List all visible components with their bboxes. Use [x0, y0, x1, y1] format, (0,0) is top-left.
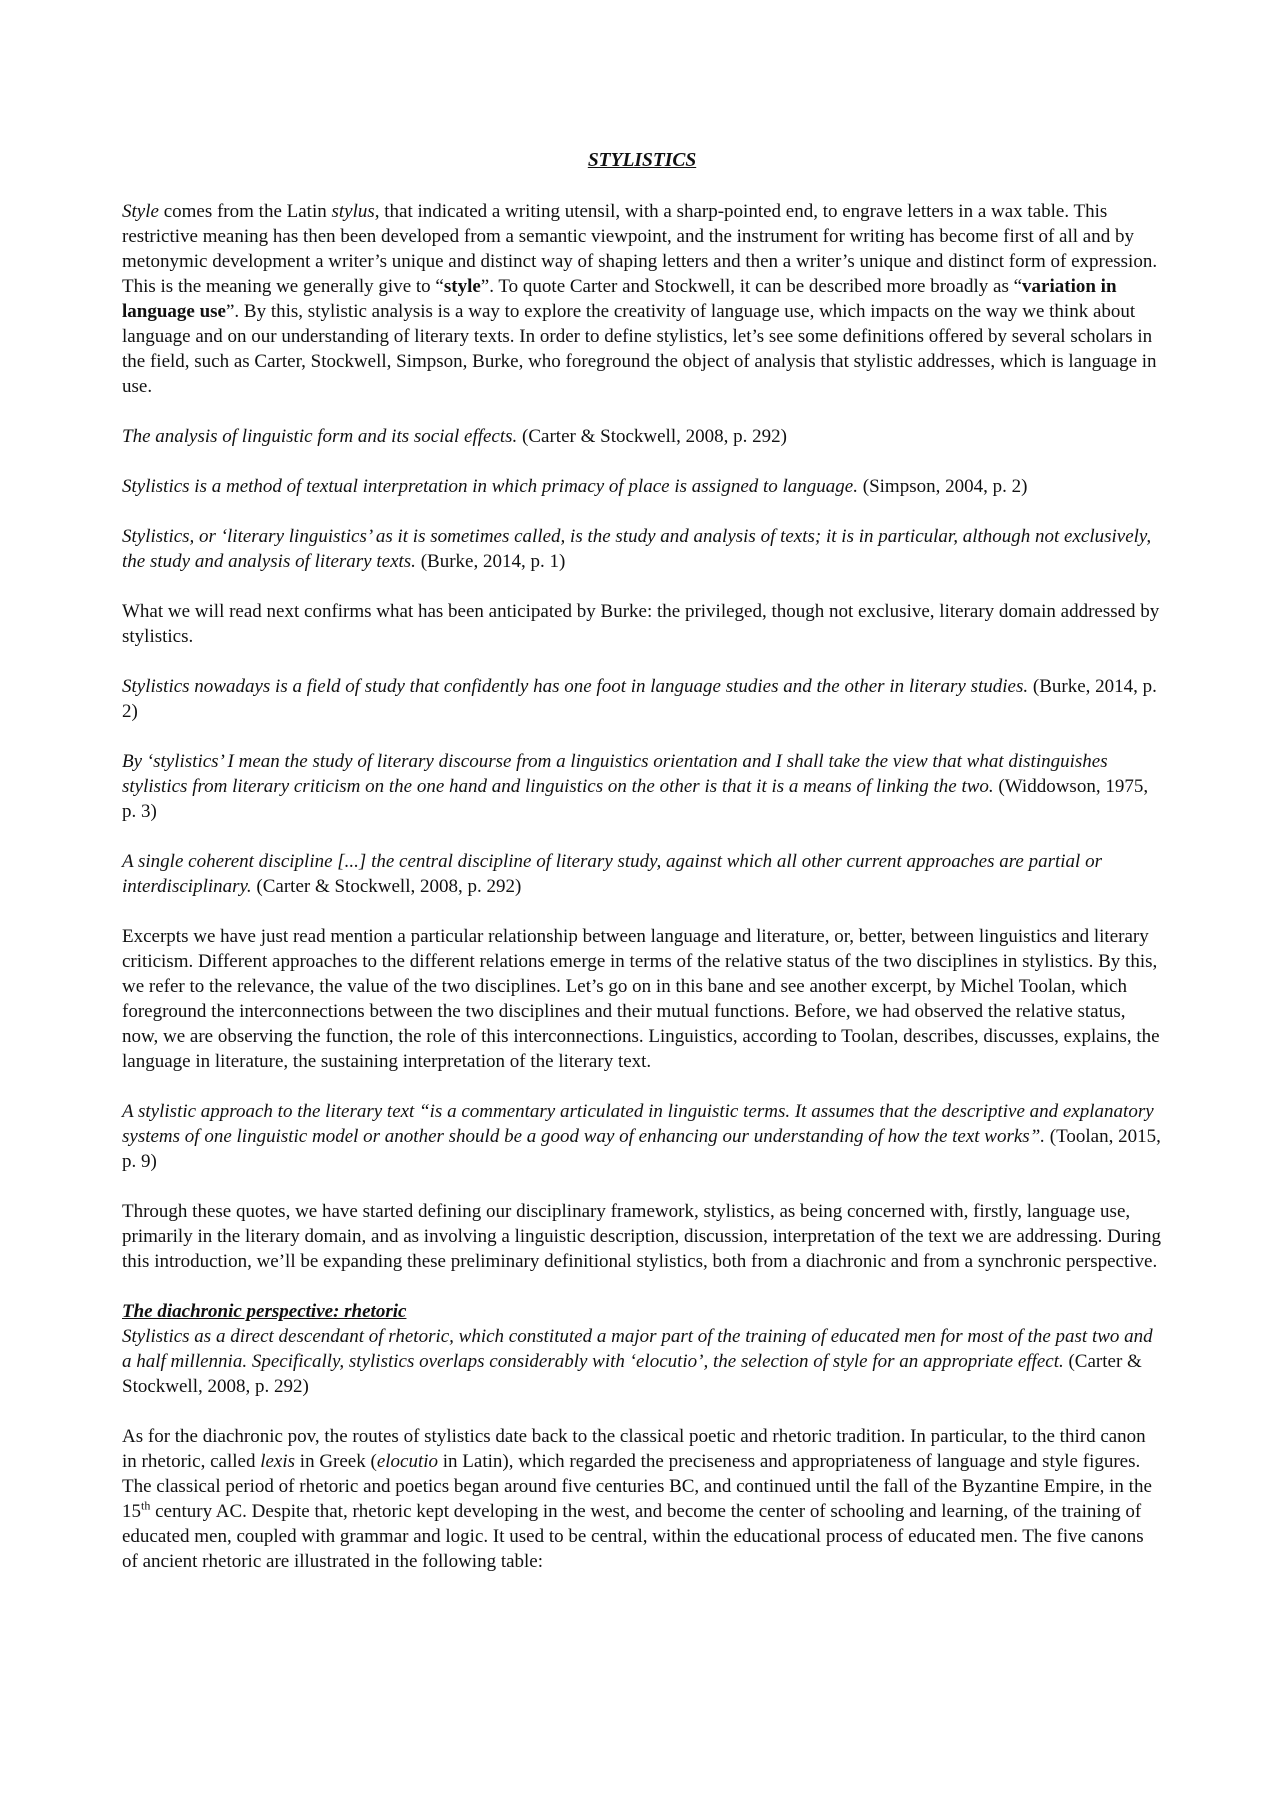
quote-carter-stockwell-2: [122, 849, 1162, 899]
quote-carter-stockwell-1: [122, 424, 1162, 449]
quote-text: Stylistics as a direct descendant of rhetoric, which constituted a major part of the training of educated men for most of the past two and a half millennia. Specifically, stylistics overlaps considerably with ‘elocutio’, the selection of style for an appropriate effect.: [122, 1326, 1153, 1372]
quote-citation: (Toolan, 2015, p. 9): [122, 1126, 1161, 1172]
quote-text: By ‘stylistics’ I mean the study of literary discourse from a linguistics orientation and I shall take the view that what distinguishes stylistics from literary criticism on the one hand and linguistics on the other is that it is a means of linking the two.: [122, 751, 1108, 797]
diachronic-text-3: in Latin), which regarded the preciseness and appropriateness of language and style figures. The classical period of rhetoric and poetics began around five centuries BC, and continued until the fall of the Byzantine Empire, in the 15: [122, 1451, 1152, 1522]
quote-burke-2: [122, 674, 1162, 724]
quote-simpson: [122, 474, 1162, 499]
quote-widdowson: [122, 749, 1162, 824]
intro-text-2: , that indicated a writing utensil, with a sharp-pointed end, to engrave letters in a wax table. This restrictive meaning has then been developed from a semantic viewpoint, and the instrument for writing has become first of all and by metonymic development a writer’s unique and distinct way of shaping letters and then a writer’s unique and distinct form of expression. This is the meaning we generally give to “: [122, 201, 1158, 297]
quote-text: The analysis of linguistic form and its social effects.: [122, 426, 518, 447]
body-paragraph-diachronic: [122, 1424, 1162, 1574]
intro-style-bold: style: [443, 276, 481, 297]
body-paragraph-framework: Through these quotes, we have started defining our disciplinary framework, stylistics, as being concerned with, firstly, language use, primarily in the literary domain, and as involving a linguistic description, discussion, interpretation of the text we are addressing. During this introduction, we’ll be expanding these preliminary definitional stylistics, both from a diachronic and from a synchronic perspective.: [122, 1201, 1161, 1272]
intro-text-3: ”. To quote Carter and Stockwell, it can be described more broadly as “: [480, 276, 1023, 297]
intro-stylus-term: stylus: [331, 201, 375, 222]
quote-citation: (Simpson, 2004, p. 2): [858, 476, 1028, 497]
quote-citation: (Burke, 2014, p. 1): [415, 551, 566, 572]
quote-toolan: [122, 1099, 1162, 1174]
quote-text: Stylistics, or ‘literary linguistics’ as it is sometimes called, is the study and analysis of texts; it is in particular, although not exclusively, the study and analysis of literary texts.: [122, 526, 1152, 572]
ordinal-suffix: th: [141, 1498, 151, 1513]
page-title: STYLISTICS: [587, 150, 697, 171]
lexis-term: lexis: [260, 1451, 296, 1472]
quote-burke-1: [122, 524, 1162, 574]
elocutio-term: elocutio: [376, 1451, 439, 1472]
quote-citation: (Burke, 2014, p. 2): [122, 676, 1157, 722]
intro-paragraph: [122, 199, 1162, 399]
intro-text-1: comes from the Latin: [158, 201, 332, 222]
diachronic-text-4: century AC. Despite that, rhetoric kept developing in the west, and become the center of schooling and learning, of the training of educated men, coupled with grammar and logic. It used to be central, within the educational process of educated men. The five canons of ancient rhetoric are illustrated in the following table:: [122, 1501, 1144, 1572]
intro-text-4: ”. By this, stylistic analysis is a way to explore the creativity of language use, which impacts on the way we think about language and on our understanding of literary texts. In order to define stylistics, let’s see some definitions offered by several scholars in the field, such as Carter, Stockwell, Simpson, Burke, who foreground the object of analysis that stylistic addresses, which is language in use.: [122, 301, 1157, 397]
quote-carter-stockwell-3: [122, 1324, 1162, 1399]
quote-text: Stylistics is a method of textual interpretation in which primacy of place is assigned to language.: [122, 476, 858, 497]
intro-style-term: Style: [122, 201, 159, 222]
document-page: [122, 148, 1162, 1599]
quote-text: A single coherent discipline [...] the central discipline of literary study, against which all other current approaches are partial or interdisciplinary.: [122, 851, 1102, 897]
section-heading-diachronic: The diachronic perspective: rhetoric: [122, 1301, 407, 1322]
intro-variation-bold: variation in language use: [122, 276, 1117, 322]
quote-text: A stylistic approach to the literary text “is a commentary articulated in linguistic terms. It assumes that the descriptive and explanatory systems of one linguistic model or another should be a good way of enhancing our understanding of how the text works”.: [122, 1101, 1154, 1147]
quote-citation: (Carter & Stockwell, 2008, p. 292): [517, 426, 787, 447]
diachronic-text-1: As for the diachronic pov, the routes of stylistics date back to the classical poetic and rhetoric tradition. In particular, to the third canon in rhetoric, called: [122, 1426, 1146, 1472]
quote-citation: (Carter & Stockwell, 2008, p. 292): [122, 1351, 1142, 1397]
quote-citation: (Widdowson, 1975, p. 3): [122, 776, 1149, 822]
quote-text: Stylistics nowadays is a field of study that confidently has one foot in language studies and the other in literary studies.: [122, 676, 1029, 697]
quote-citation: (Carter & Stockwell, 2008, p. 292): [251, 876, 522, 897]
body-paragraph-excerpts: Excerpts we have just read mention a particular relationship between language and literature, or, better, between linguistics and literary criticism. Different approaches to the different relations emerge in terms of the relative status of the two disciplines in stylistics. By this, we refer to the relevance, the value of the two disciplines. Let’s go on in this bane and see another excerpt, by Michel Toolan, which foreground the interconnections between the two disciplines and their mutual functions. Before, we had observed the relative status, now, we are observing the function, the role of this interconnections. Linguistics, according to Toolan, describes, discusses, explains, the language in literature, the sustaining interpretation of the literary text.: [122, 926, 1160, 1072]
diachronic-text-2: in Greek (: [295, 1451, 377, 1472]
body-paragraph-burke: What we will read next confirms what has been anticipated by Burke: the privileged, though not exclusive, literary domain addressed by stylistics.: [122, 601, 1160, 647]
